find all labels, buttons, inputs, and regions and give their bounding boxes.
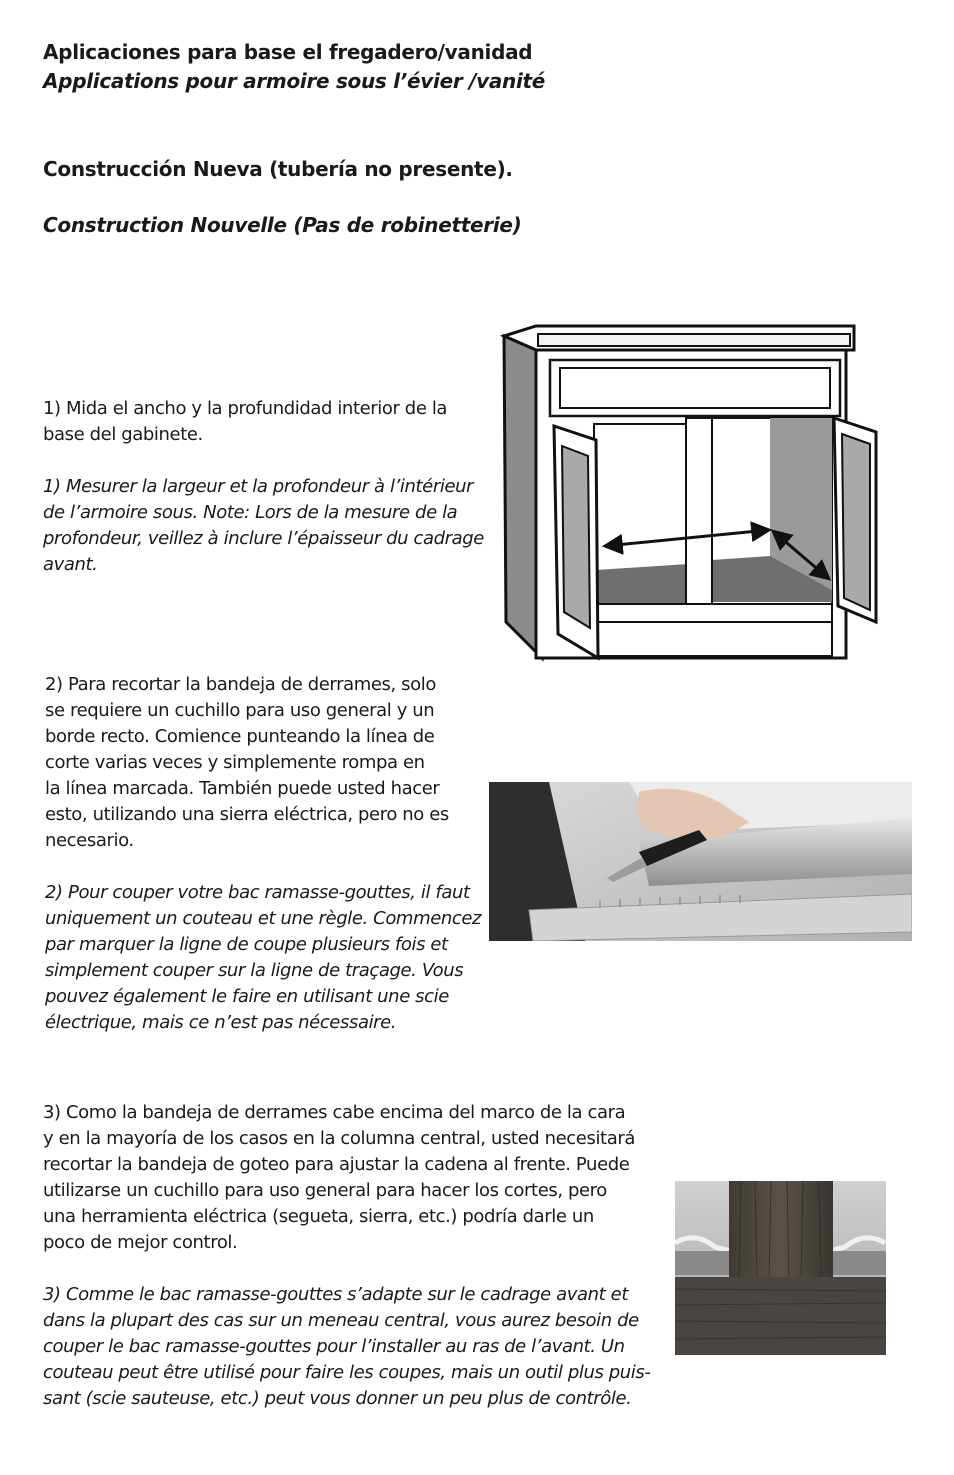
step-3-es-line: poco de mejor control.	[43, 1232, 238, 1253]
step-1-text-es	[43, 396, 447, 448]
step-1-es-line: base del gabinete.	[43, 424, 203, 445]
step-2-es-line: se requiere un cuchillo para uso general y un	[45, 700, 435, 721]
section-heading-es: Construcción Nueva (tubería no presente).	[43, 157, 513, 181]
step-1-fr-line: profondeur, veillez à inclure l’épaisseur du cadrage	[43, 528, 484, 549]
step-2-es-line: 2) Para recortar la bandeja de derrames, solo	[45, 674, 436, 695]
step-1-fr-line: de l’armoire sous. Note: Lors de la mesure de la	[43, 502, 458, 523]
step-2-fr-line: uniquement un couteau et une règle. Commencez	[45, 908, 482, 929]
page-title-fr: Applications pour armoire sous l’évier /vanité	[43, 69, 546, 93]
step-2-es-line: necesario.	[45, 830, 134, 851]
step-2-es-line: corte varias veces y simplemente rompa en	[45, 752, 425, 773]
step-2-es-line: borde recto. Comience punteando la línea de	[45, 726, 435, 747]
step-3-fr-line: couper le bac ramasse-gouttes pour l’installer au ras de l’avant. Un	[43, 1336, 625, 1357]
step-3-text-es	[43, 1100, 635, 1256]
page-title-es: Aplicaciones para base el fregadero/vanidad	[43, 40, 533, 64]
step-3-es-line: y en la mayoría de los casos en la columna central, usted necesitará	[43, 1128, 635, 1149]
step-2-es-line: la línea marcada. También puede usted hacer	[45, 778, 440, 799]
step-3-fr-line: sant (scie sauteuse, etc.) peut vous donner un peu plus de contrôle.	[43, 1388, 632, 1409]
step-3-es-line: recortar la bandeja de goteo para ajustar la cadena al frente. Puede	[43, 1154, 630, 1175]
step-1-fr-line: avant.	[43, 554, 98, 575]
step-2-fr-line: pouvez également le faire en utilisant une scie	[45, 986, 449, 1007]
step-2-text-es	[45, 672, 449, 854]
stile-fit-photo	[675, 1181, 886, 1355]
step-3-fr-line: 3) Comme le bac ramasse-gouttes s’adapte sur le cadrage avant et	[43, 1284, 628, 1305]
cabinet-measure-illustration	[498, 322, 910, 664]
step-3-es-line: utilizarse un cuchillo para uso general para hacer los cortes, pero	[43, 1180, 607, 1201]
step-2-fr-line: simplement couper sur la ligne de traçage. Vous	[45, 960, 464, 981]
section-heading-fr: Construction Nouvelle (Pas de robinetterie)	[43, 213, 522, 237]
step-1-fr-line: 1) Mesurer la largeur et la profondeur à l’intérieur	[43, 476, 474, 497]
step-3-fr-line: dans la plupart des cas sur un meneau central, vous aurez besoin de	[43, 1310, 639, 1331]
step-1-es-line: 1) Mida el ancho y la profundidad interior de la	[43, 398, 448, 419]
step-2-text-fr	[45, 880, 481, 1036]
step-3-es-line: 3) Como la bandeja de derrames cabe encima del marco de la cara	[43, 1102, 626, 1123]
step-2-fr-line: électrique, mais ce n’est pas nécessaire.	[45, 1012, 397, 1033]
step-2-es-line: esto, utilizando una sierra eléctrica, pero no es	[45, 804, 449, 825]
step-2-fr-line: par marquer la ligne de coupe plusieurs fois et	[45, 934, 448, 955]
step-3-es-line: una herramienta eléctrica (segueta, sierra, etc.) podría darle un	[43, 1206, 594, 1227]
step-1-text-fr	[43, 474, 484, 578]
step-3-fr-line: couteau peut être utilisé pour faire les coupes, mais un outil plus puis-	[43, 1362, 651, 1383]
step-3-text-fr	[43, 1282, 650, 1412]
tray-cutting-photo	[489, 782, 912, 941]
step-2-fr-line: 2) Pour couper votre bac ramasse-gouttes, il faut	[45, 882, 470, 903]
